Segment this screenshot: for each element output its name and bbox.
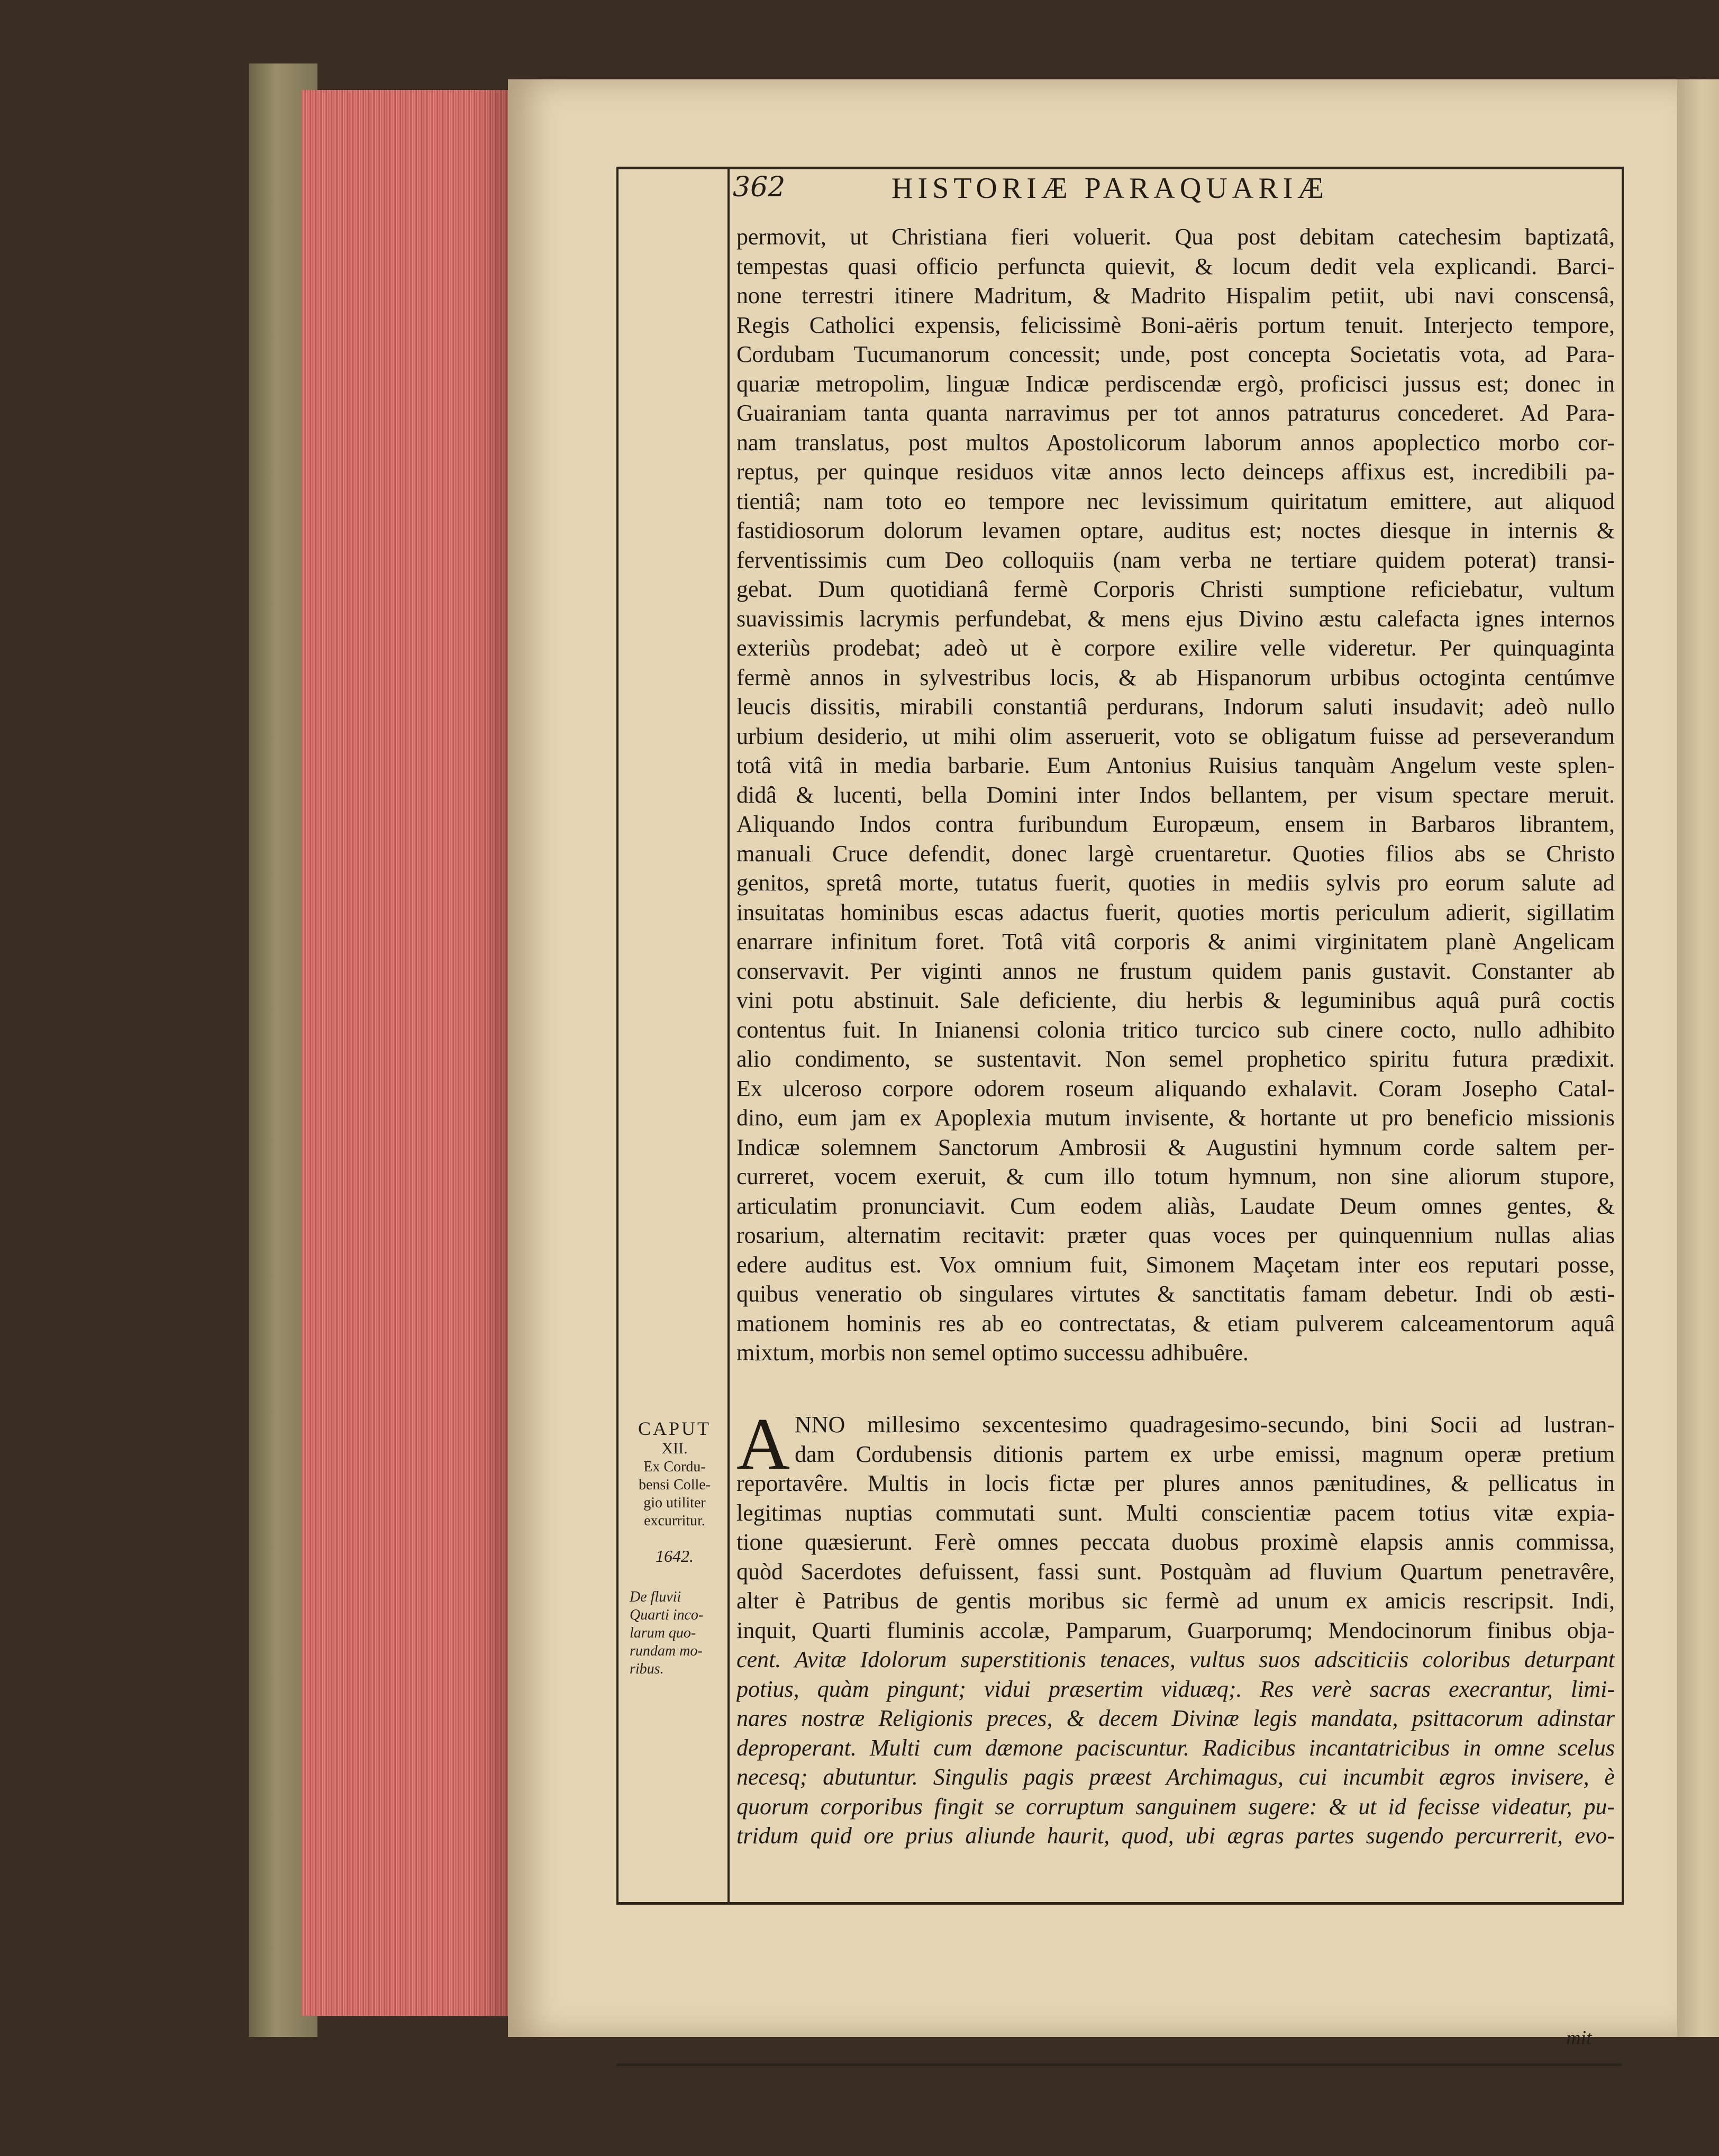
side-note-line: Quarti inco- [630, 1607, 704, 1623]
right-frame-rule [1622, 167, 1624, 1905]
text-line: tridum quid ore prius aliunde haurit, quod, ubi ægras partes sugendo percurrerit, evo- [736, 1823, 1615, 1849]
text-line: curreret, vocem exeruit, & cum illo totum hymnum, non sine aliorum stupore, [736, 1163, 1615, 1189]
facing-page-edge [1677, 79, 1719, 2037]
text-line: inquit, Quarti fluminis accolæ, Pamparum, Guarporumq; Mendocinorum finibus obja- [736, 1617, 1615, 1643]
side-note-line: De fluvii [630, 1589, 681, 1605]
running-head [733, 169, 1622, 212]
text-line: genitos, spretâ morte, tutatus fuerit, quoties in mediis sylvis pro eorum salute ad [736, 870, 1615, 896]
text-line: fastidiosorum dolorum levamen optare, auditus est; noctes diesque in internis & [736, 517, 1615, 543]
text-line: Indicæ solemnem Sanctorum Ambrosii & Augustini hymnum corde saltem per- [736, 1134, 1615, 1160]
text-line: suavissimis lacrymis perfundebat, & mens ejus Divino æstu calefacta ignes internos [736, 605, 1615, 632]
margin-column-rule [727, 167, 730, 1905]
text-line: tientiâ; nam toto eo tempore nec levissimum quiritatum emittere, aut aliquod [736, 488, 1615, 514]
text-line: fermè annos in sylvestribus locis, & ab Hispanorum urbibus octoginta centúmve [736, 664, 1615, 690]
left-frame-rule [616, 167, 619, 1905]
chapter-summary [624, 1458, 725, 1530]
text-line: manuali Cruce defendit, donec largè cruentaretur. Quoties filios abs se Christo [736, 840, 1615, 867]
page-number: 362 [733, 171, 786, 203]
text-line: none terrestri itinere Madritum, & Madrito Hispalim petiit, ubi navi conscensâ, [736, 283, 1615, 308]
margin-note [624, 1418, 725, 1678]
text-line: Guairaniam tanta quanta narravimus per tot annos patraturus concederet. Ad Para- [736, 400, 1615, 426]
chapter-summary-line: gio utiliter [643, 1495, 706, 1511]
text-line: tione quæsierunt. Ferè omnes peccata duobus proximè elapsis annis commissa, [736, 1529, 1615, 1555]
text-line: urbium desiderio, ut mihi olim asseruerit, voto se obligatum fuisse ad perseverandum [736, 723, 1615, 749]
text-line: alter è Patribus de gentis moribus sic fermè ad unum ex amicis rescripsit. Indi, [736, 1588, 1615, 1614]
text-line: articulatim pronunciavit. Cum eodem aliàs, Laudate Deum omnes gentes, & [736, 1193, 1615, 1219]
text-line: quorum corporibus fingit se corruptum sanguinem sugere: & ut id fecisse videatur, pu- [736, 1793, 1615, 1820]
side-note-line: larum quo- [630, 1625, 696, 1641]
text-line: reportavêre. Multis in locis fictæ per plures annos pænitudines, & pellicatus in [736, 1470, 1615, 1496]
chapter-summary-line: bensi Colle- [638, 1477, 711, 1493]
text-line: insuitatas hominibus escas adactus fuerit, quoties mortis periculum adierit, sigillatim [736, 899, 1615, 925]
side-note-line: ribus. [630, 1661, 664, 1677]
text-line: totâ vitâ in media barbarie. Eum Antonius Ruisius tanquàm Angelum veste splen- [736, 752, 1615, 778]
chapter-label: CAPUT [638, 1418, 712, 1439]
margin-year: 1642. [656, 1547, 694, 1566]
catchword: mit [1566, 2027, 1592, 2049]
text-line: quòd Sacerdotes defuissent, fassi sunt. Postquàm ad fluvium Quartum penetravêre, [736, 1558, 1615, 1585]
text-line: nam translatus, post multos Apostolicorum laborum annos apoplectico morbo cor- [736, 429, 1615, 456]
text-line: quariæ metropolim, linguæ Indicæ perdiscendæ ergò, proficisci jussus est; donec in [736, 370, 1615, 397]
text-line: legitimas nuptias commutati sunt. Multi conscientiæ pacem totius vitæ expia- [736, 1499, 1615, 1526]
text-line: mationem hominis res ab eo contrectatas, & etiam pulverem calceamentorum aquâ [736, 1310, 1615, 1336]
text-line: exteriùs prodebat; adeò ut è corpore exilire velle videretur. Per quinquaginta [736, 635, 1615, 661]
chapter-summary-line: Ex Cordu- [643, 1459, 706, 1475]
side-note [624, 1588, 725, 1678]
foot-rule [616, 2063, 1622, 2066]
text-line: dam Cordubensis ditionis partem ex urbe emissi, magnum operæ pretium [795, 1441, 1615, 1467]
text-line: conservavit. Per viginti annos ne frustum quidem panis gustavit. Constanter ab [736, 958, 1615, 984]
text-line: rosarium, alternatim recitavit: præter quas voces per quinquennium nullas alias [736, 1222, 1615, 1248]
main-text-block [736, 222, 1615, 1368]
text-line: edere auditus est. Vox omnium fuit, Simonem Maçetam inter eos reputari posse, [736, 1251, 1615, 1278]
text-line: NNO millesimo sexcentesimo quadragesimo-secundo, bini Socii ad lustran- [795, 1412, 1615, 1438]
page-title: HISTORIÆ PARAQUARIÆ [892, 172, 1329, 205]
text-line: enarrare infinitum foret. Totâ vitâ corporis & animi virginitatem planè Angelicam [736, 929, 1615, 954]
chapter-text-block [736, 1403, 1615, 1851]
bottom-frame-rule [616, 1902, 1622, 1905]
text-line: contentus fuit. In Inianensi colonia tritico turcico sub cinere cocto, nullo adhibito [736, 1016, 1615, 1043]
text-line: tempestas quasi officio perfuncta quievit, & locum dedit vela explicandi. Barci- [736, 253, 1615, 279]
text-line: dino, eum jam ex Apoplexia mutum invisente, & hortante ut pro beneficio missionis [736, 1105, 1615, 1131]
text-line: ferventissimis cum Deo colloquiis (nam verba ne tertiare quidem poterat) transi- [736, 547, 1615, 573]
text-line: necesq; abutuntur. Singulis pagis præest Archimagus, cui incumbit ægros invisere, è [736, 1764, 1615, 1790]
text-line: Regis Catholici expensis, felicissimè Boni-aëris portum tenuit. Interjecto tempore, [736, 312, 1615, 338]
drop-cap: A [736, 1403, 790, 1485]
text-line: quibus veneratio ob singulares virtutes & sanctitatis famam debetur. Indi ob æsti- [736, 1281, 1615, 1307]
text-line: alio condimento, se sustentavit. Non semel prophetico spiritu futura prædixit. [736, 1046, 1615, 1072]
text-line: potius, quàm pingunt; vidui præsertim viduæq;. Res verè sacras execrantur, limi- [736, 1676, 1615, 1702]
chapter-number: XII. [661, 1440, 688, 1457]
text-line: didâ & lucenti, bella Domini inter Indos bellantem, per visum spectare meruit. [736, 781, 1615, 808]
chapter-summary-line: excurritur. [644, 1513, 705, 1529]
text-line: Aliquando Indos contra furibundum Europæum, ensem in Barbaros librantem, [736, 811, 1615, 837]
text-line: Cordubam Tucumanorum concessit; unde, post concepta Societatis vota, ad Para- [736, 341, 1615, 367]
text-line: nares nostræ Religionis preces, & decem Divinæ legis mandata, psittacorum adinstar [736, 1705, 1615, 1731]
text-line: leucis dissitis, mirabili constantiâ perdurans, Indorum saluti insudavit; adeò nullo [736, 694, 1615, 720]
text-line: reptus, per quinque residuos vitæ annos lecto deinceps affixus est, incredibili pa- [736, 459, 1615, 485]
text-line: vini potu abstinuit. Sale deficiente, diu herbis & leguminibus aquâ purâ coctis [736, 987, 1615, 1013]
text-line: gebat. Dum quotidianâ fermè Corporis Christi sumptione reficiebatur, vultum [736, 576, 1615, 602]
text-line: permovit, ut Christiana fieri voluerit. Qua post debitam catechesim baptizatâ, [736, 224, 1615, 250]
text-line: mixtum, morbis non semel optimo successu adhibuêre. [736, 1340, 1249, 1366]
side-note-line: rundam mo- [630, 1643, 703, 1659]
text-line: Ex ulceroso corpore odorem roseum aliquando exhalavit. Coram Josepho Catal- [736, 1075, 1615, 1102]
text-line: cent. Avitæ Idolorum superstitionis tenaces, vultus suos adsciticiis coloribus deturpant [736, 1646, 1615, 1672]
text-line: deproperant. Multi cum dæmone paciscuntur. Radicibus incantatricibus in omne scelus [736, 1734, 1615, 1761]
